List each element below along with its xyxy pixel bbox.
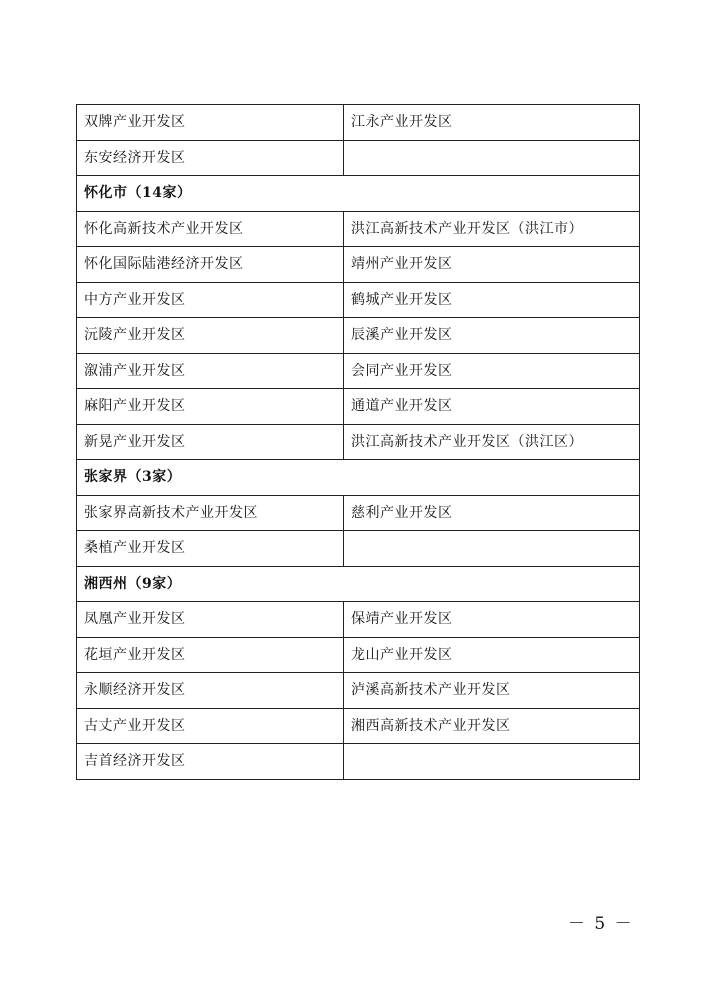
zone-name-left: 古丈产业开发区 <box>77 708 344 744</box>
section-header-row <box>77 566 640 602</box>
table-row <box>77 424 640 460</box>
zone-name-left: 吉首经济开发区 <box>77 744 344 780</box>
table-row <box>77 744 640 780</box>
zone-name-left: 新晃产业开发区 <box>77 424 344 460</box>
table-row <box>77 282 640 318</box>
table-row <box>77 673 640 709</box>
zone-name-right: 龙山产业开发区 <box>344 637 640 673</box>
zone-table-body <box>77 105 640 780</box>
zone-name-left: 沅陵产业开发区 <box>77 318 344 354</box>
zone-name-left: 凤凰产业开发区 <box>77 602 344 638</box>
table-row <box>77 140 640 176</box>
table-row <box>77 211 640 247</box>
section-title: 张家界（3家） <box>77 460 640 496</box>
zone-name-right: 辰溪产业开发区 <box>344 318 640 354</box>
zone-name-right: 靖州产业开发区 <box>344 247 640 283</box>
table-row <box>77 353 640 389</box>
zone-name-right: 江永产业开发区 <box>344 105 640 141</box>
table-row <box>77 602 640 638</box>
section-title: 怀化市（14家） <box>77 176 640 212</box>
zone-name-left: 永顺经济开发区 <box>77 673 344 709</box>
zone-name-right: 会同产业开发区 <box>344 353 640 389</box>
table-row <box>77 389 640 425</box>
page-number: － 5 － <box>568 914 634 934</box>
table-row <box>77 105 640 141</box>
table-row <box>77 531 640 567</box>
zone-name-right: 慈利产业开发区 <box>344 495 640 531</box>
zone-name-left: 花垣产业开发区 <box>77 637 344 673</box>
zone-name-right: 通道产业开发区 <box>344 389 640 425</box>
zone-name-right: 洪江高新技术产业开发区（洪江市） <box>344 211 640 247</box>
table-row <box>77 495 640 531</box>
zone-name-left: 双牌产业开发区 <box>77 105 344 141</box>
zone-name-left: 溆浦产业开发区 <box>77 353 344 389</box>
zone-name-left: 怀化国际陆港经济开发区 <box>77 247 344 283</box>
zone-name-left: 怀化高新技术产业开发区 <box>77 211 344 247</box>
zone-name-left: 桑植产业开发区 <box>77 531 344 567</box>
zone-name-right <box>344 531 640 567</box>
zone-table <box>76 104 640 780</box>
zone-name-right: 泸溪高新技术产业开发区 <box>344 673 640 709</box>
zone-name-left: 麻阳产业开发区 <box>77 389 344 425</box>
section-header-row <box>77 176 640 212</box>
table-row <box>77 637 640 673</box>
section-header-row <box>77 460 640 496</box>
zone-name-right: 鹤城产业开发区 <box>344 282 640 318</box>
table-row <box>77 708 640 744</box>
table-row <box>77 318 640 354</box>
zone-name-left: 张家界高新技术产业开发区 <box>77 495 344 531</box>
zone-name-right: 洪江高新技术产业开发区（洪江区） <box>344 424 640 460</box>
table-row <box>77 247 640 283</box>
zone-name-right: 湘西高新技术产业开发区 <box>344 708 640 744</box>
zone-name-right <box>344 744 640 780</box>
zone-name-left: 中方产业开发区 <box>77 282 344 318</box>
section-title: 湘西州（9家） <box>77 566 640 602</box>
zone-name-right <box>344 140 640 176</box>
zone-name-right: 保靖产业开发区 <box>344 602 640 638</box>
zone-name-left: 东安经济开发区 <box>77 140 344 176</box>
